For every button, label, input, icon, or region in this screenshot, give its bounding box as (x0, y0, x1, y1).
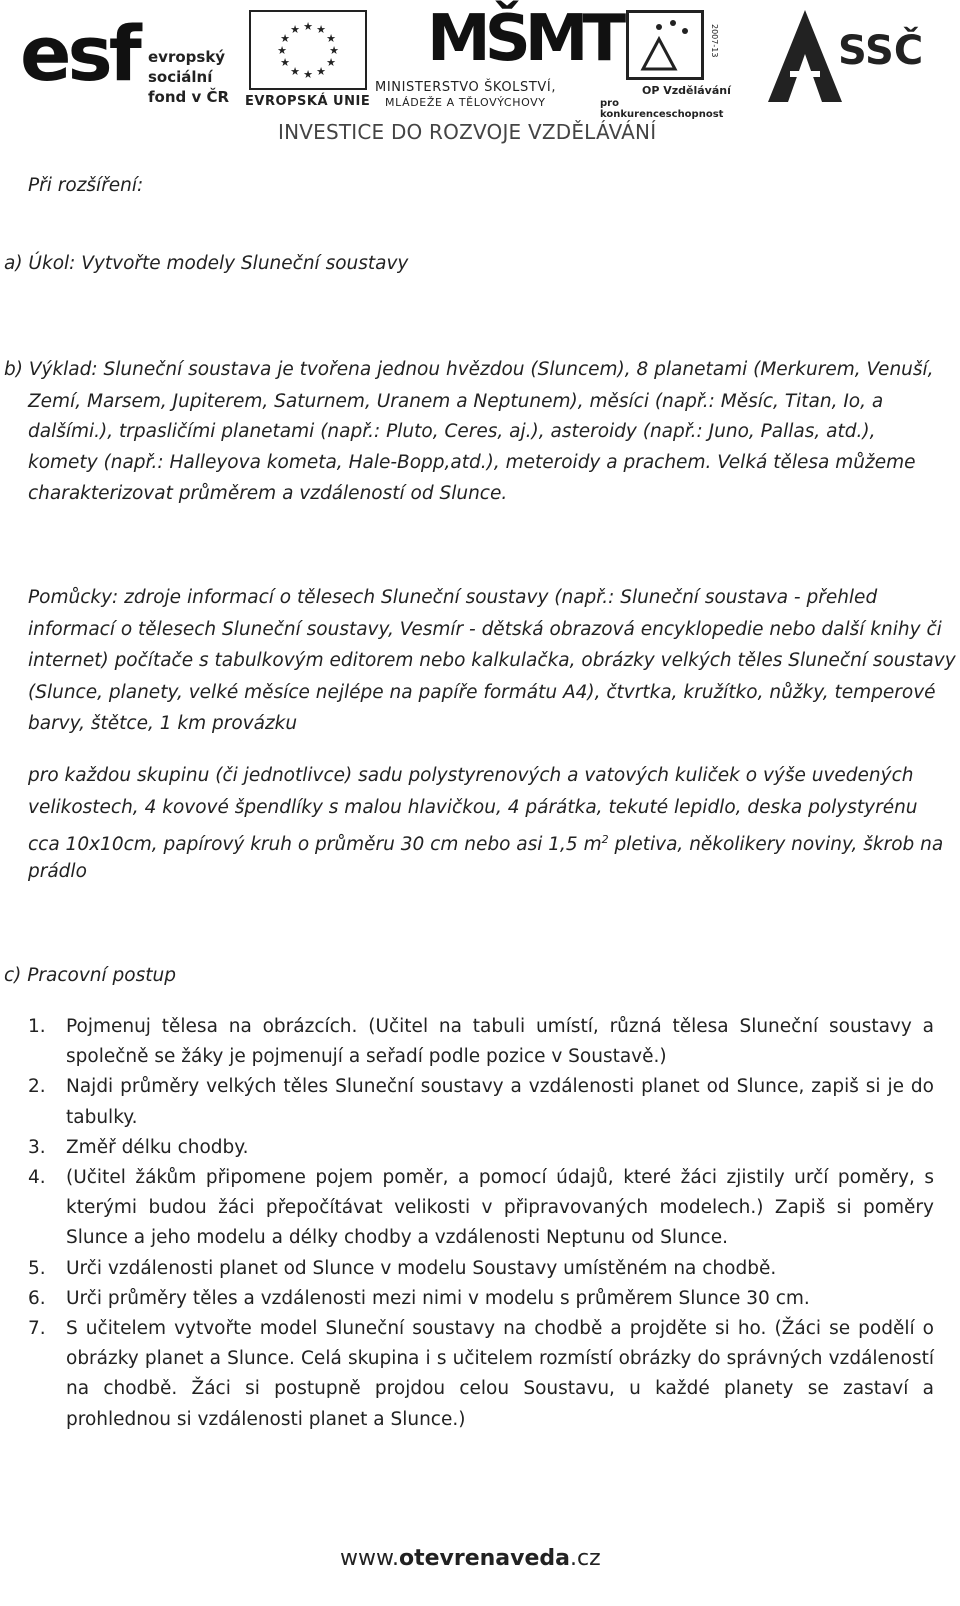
esf-line-1: evropský (148, 48, 226, 66)
skupina-line-3 (28, 824, 943, 861)
step-item (28, 1133, 934, 1163)
investice-tagline: INVESTICE DO ROZVOJE VZDĚLÁVÁNÍ (278, 120, 657, 144)
msmt-mark: MŠMT (427, 2, 621, 76)
step-number: 7. (28, 1318, 46, 1340)
svg-text:★: ★ (303, 68, 313, 81)
svg-text:★: ★ (280, 56, 290, 69)
b-line-5: charakterizovat průměrem a vzdáleností od Slunce. (28, 483, 508, 504)
esf-logo (20, 4, 240, 114)
step-number: 5. (28, 1257, 46, 1279)
svg-text:★: ★ (277, 44, 287, 57)
skupina-line-3-post: pletiva, několikery noviny, škrob na (608, 834, 944, 856)
op-line-2: pro konkurenceschopnost (600, 98, 724, 120)
pomucky-line-3: internet) počítače s tabulkovým editorem nebo kalkulačka, obrázky velkých těles Sluneční soustavy (28, 650, 956, 671)
step-text: Změř délku chodby. (66, 1136, 249, 1158)
section-c-heading: c) Pracovní postup (4, 965, 176, 986)
logo-banner (0, 0, 960, 150)
footer-url-prefix: www. (340, 1546, 399, 1571)
ssc-label: SSČ (838, 28, 924, 74)
svg-text:★: ★ (326, 56, 336, 69)
step-text: S učitelem vytvořte model Sluneční soustavy na chodbě a projděte si ho. (Žáci se podělí o obrázky planet a Slunce. Celá skupina i s učitelem rozmístí obrázky do správných vzdáleností na chodbě. Žáci si postupně projdou celou Soustavu, u každé planety se zastaví a prohlednou si vzdálenosti planet a Slunce.) (66, 1318, 934, 1430)
pomucky-line-4: (Slunce, planety, velké měsíce nejlépe na papíře formátu A4), čtvrtka, kružítko, nůžky, temperové (28, 682, 936, 703)
msmt-line-1: MINISTERSTVO ŠKOLSTVÍ, (375, 80, 557, 95)
step-number: 4. (28, 1167, 46, 1189)
eu-label: EVROPSKÁ UNIE (245, 94, 371, 109)
footer-url-domain: otevrenaveda (398, 1546, 570, 1571)
step-item (28, 1314, 934, 1435)
step-number: 6. (28, 1287, 46, 1309)
step-text: Pojmenuj tělesa na obrázcích. (Učitel na tabuli umístí, různá tělesa Sluneční soustavy a společně se žáky je pojmenují a seřadí podle pozice v Soustavě.) (66, 1016, 934, 1068)
step-item (28, 1163, 934, 1254)
svg-text:★: ★ (280, 32, 290, 45)
step-text: (Učitel žákům připomene pojem poměr, a pomocí údajů, které žáci zjistily určí poměry, s kterými budou žáci přepočítávat velikosti v připravovaných modelech.) Zapiš si poměry Slunce a jeho modelu a délky chodby a vzdálenosti Neptunu od Slunce. (66, 1167, 934, 1249)
step-item (28, 1072, 934, 1132)
eu-flag-icon (249, 10, 367, 90)
eu-logo (245, 4, 375, 114)
op-side-label: 2007-13 (710, 24, 719, 58)
svg-text:★: ★ (303, 20, 313, 33)
b-line-4: komety (např.: Halleyova kometa, Hale-Bopp,atd.), meteroidy a prachem. Velká tělesa můžeme (28, 452, 916, 473)
esf-line-2: sociální (148, 68, 213, 86)
pomucky-line-1: Pomůcky: zdroje informací o tělesech Sluneční soustavy (např.: Sluneční soustava - přehled (28, 587, 878, 608)
step-item (28, 1254, 934, 1284)
esf-mark: esf (20, 9, 138, 98)
steps-list (28, 1012, 934, 1435)
step-item (28, 1012, 934, 1072)
superscript-2: 2 (601, 833, 609, 846)
step-number: 3. (28, 1136, 46, 1158)
task-a: a) Úkol: Vytvořte modely Sluneční soustavy (4, 253, 409, 274)
step-text: Urči vzdálenosti planet od Slunce v modelu Soustavy umístěném na chodbě. (66, 1257, 777, 1279)
step-number: 1. (28, 1016, 46, 1037)
b-line-1: b) Výklad: Sluneční soustava je tvořena jednou hvězdou (Sluncem), 8 planetami (Merkurem, Venuší, (4, 359, 934, 380)
intro-heading: Při rozšíření: (28, 175, 144, 196)
ssc-triangle-icon (760, 4, 850, 109)
esf-line-3: fond v ČR (148, 88, 230, 106)
svg-text:★: ★ (316, 23, 326, 36)
op-logo (598, 4, 738, 120)
skupina-line-3-pre: cca 10x10cm, papírový kruh o průměru 30 cm nebo asi 1,5 m (28, 834, 602, 856)
step-item (28, 1284, 934, 1314)
step-number: 2. (28, 1076, 46, 1098)
skupina-line-4: prádlo (28, 861, 87, 882)
ssc-logo (760, 4, 940, 114)
skupina-line-2: velikostech, 4 kovové špendlíky s malou hlavičkou, 4 párátka, tekuté lepidlo, deska polystyrénu (28, 797, 918, 818)
pomucky-line-2: informací o tělesech Sluneční soustavy, Vesmír - dětská obrazová encyklopedie nebo další knihy či (28, 619, 942, 640)
svg-text:★: ★ (316, 65, 326, 78)
svg-text:★: ★ (329, 44, 339, 57)
svg-text:★: ★ (326, 32, 336, 45)
b-line-2: Zemí, Marsem, Jupiterem, Saturnem, Uranem a Neptunem), měsíci (např.: Měsíc, Titan, Io, a (28, 391, 884, 412)
op-mark-icon (626, 10, 704, 80)
op-line-1: OP Vzdělávání (642, 84, 731, 97)
pomucky-line-5: barvy, štětce, 1 km provázku (28, 713, 298, 734)
svg-text:★: ★ (290, 23, 300, 36)
msmt-line-2: MLÁDEŽE A TĚLOVÝCHOVY (385, 96, 546, 109)
skupina-line-1: pro každou skupinu (či jednotlivce) sadu polystyrenových a vatových kuliček o výše uvedených (28, 765, 914, 786)
step-text: Najdi průměry velkých těles Sluneční soustavy a vzdálenosti planet od Slunce, zapiš si je do tabulky. (66, 1076, 934, 1128)
b-line-3: dalšími.), trpasličími planetami (např.: Pluto, Ceres, aj.), asteroidy (např.: Juno, Pallas, atd.), (28, 421, 876, 442)
msmt-logo (375, 2, 621, 114)
footer-url-suffix: .cz (569, 1546, 601, 1571)
footer-url (340, 1546, 601, 1571)
svg-text:★: ★ (290, 65, 300, 78)
step-text: Urči průměry těles a vzdálenosti mezi nimi v modelu s průměrem Slunce 30 cm. (66, 1287, 810, 1309)
